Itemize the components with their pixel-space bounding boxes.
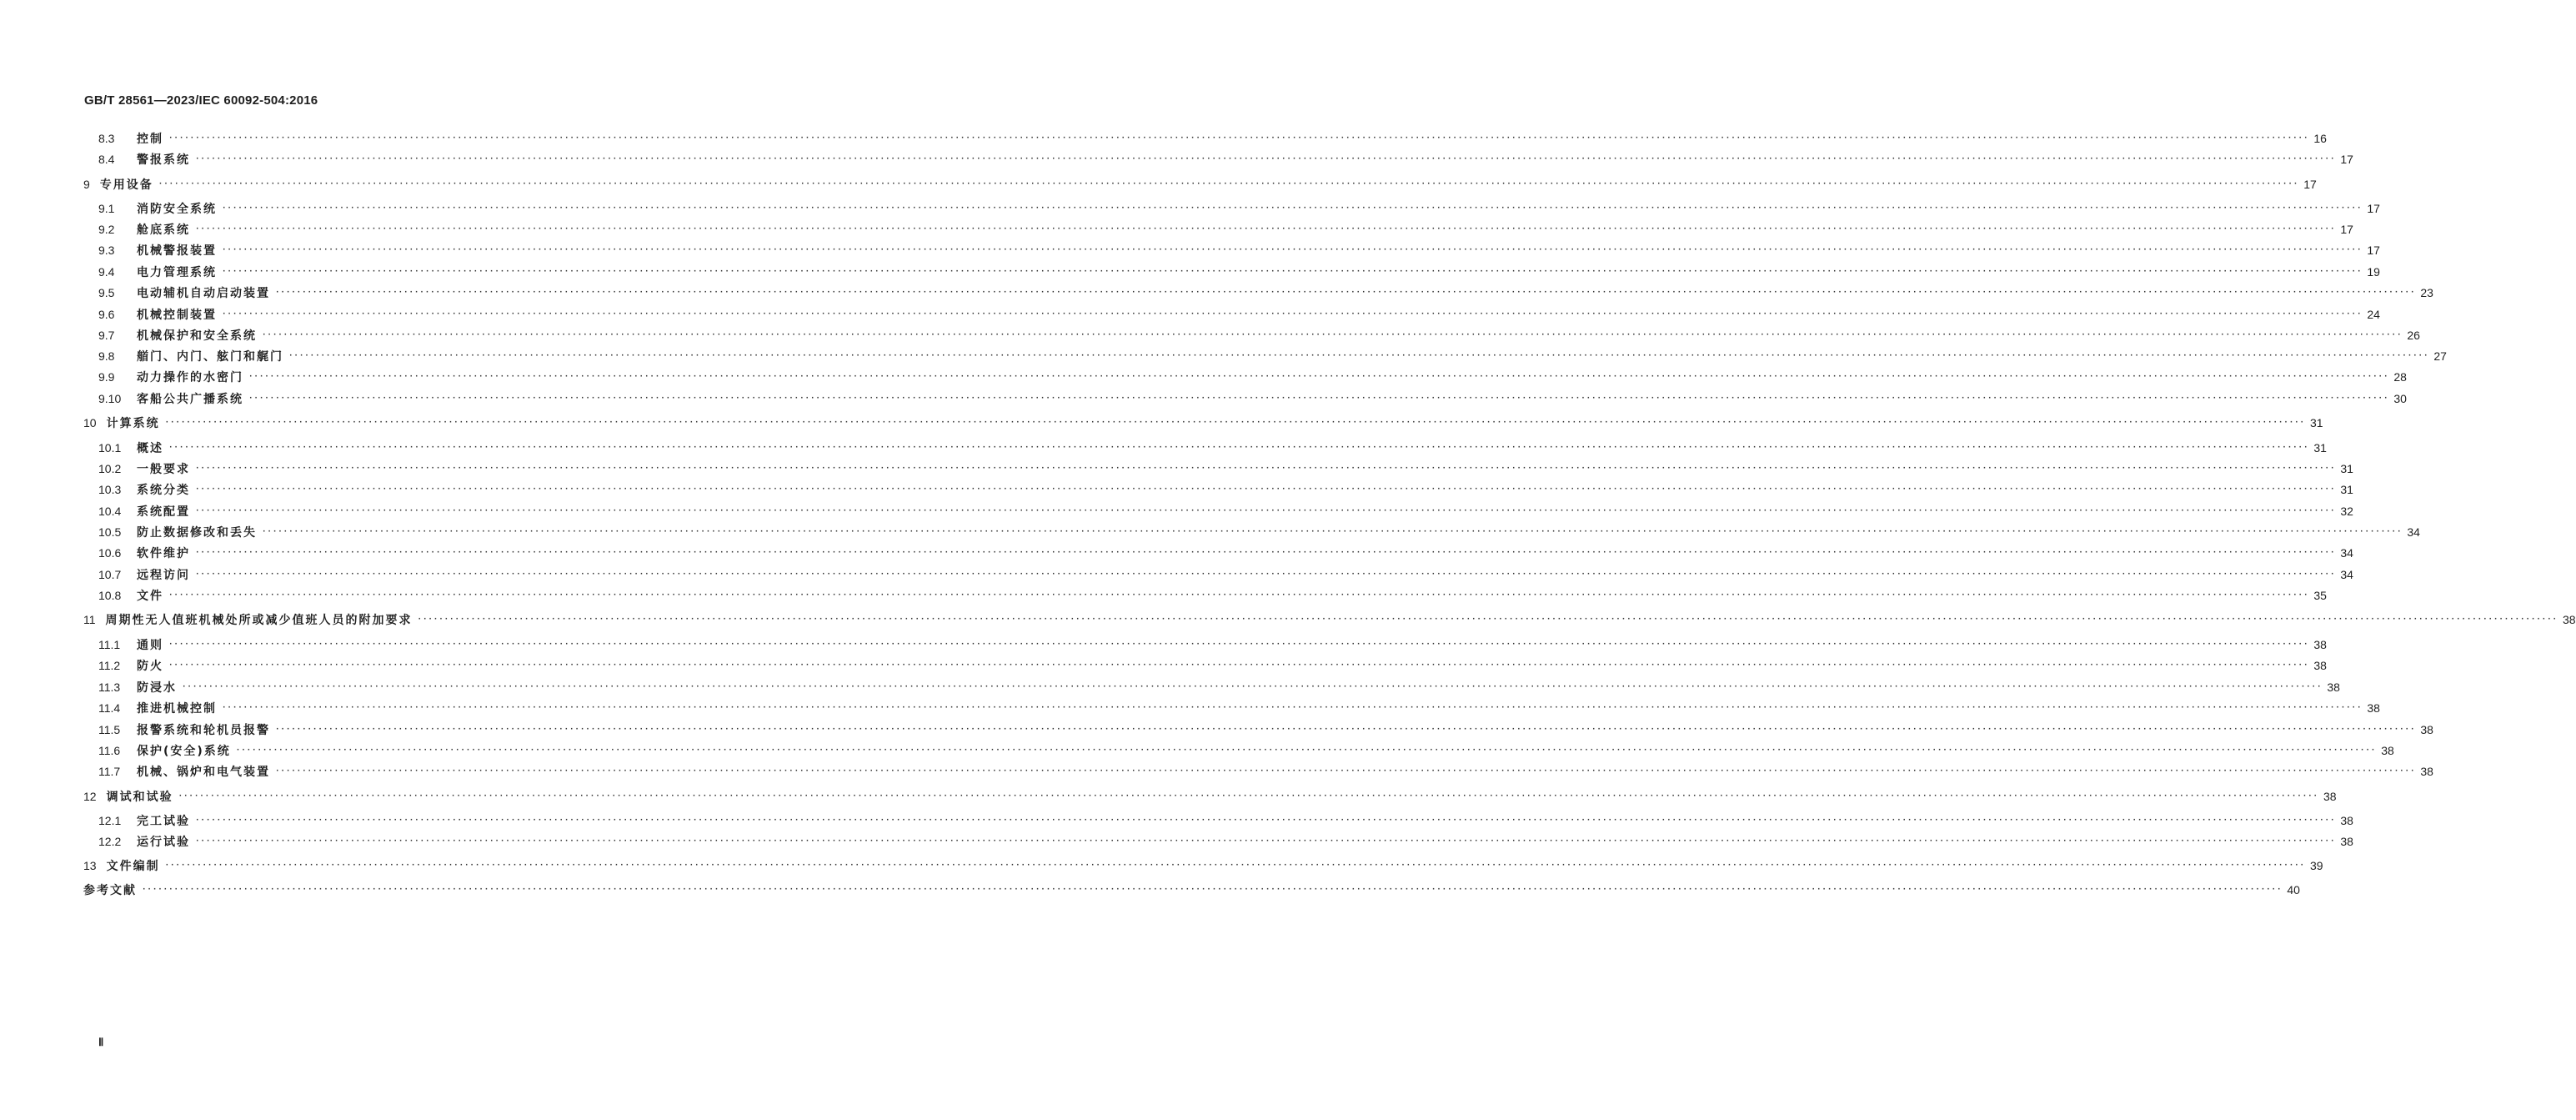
toc-entry-page: 38 — [2327, 681, 2340, 694]
toc-entry-page: 34 — [2407, 525, 2420, 539]
toc-entry[interactable] — [83, 610, 2576, 629]
toc-entry-number: 12.2 — [98, 835, 122, 848]
toc-entry[interactable] — [98, 326, 2420, 344]
toc-entry-page: 17 — [2367, 202, 2380, 215]
toc-entry-title: 系统配置 — [137, 505, 190, 519]
toc-entry-title: 警报系统 — [137, 153, 190, 167]
toc-leader-dots: ················································································································································································································································································································································································································ — [164, 419, 2305, 427]
toc-entry-title: 参考文献 — [83, 884, 137, 897]
toc-leader-dots: ················································································································································································································································································································································································································ — [168, 134, 2309, 143]
toc-entry-page: 34 — [2340, 546, 2353, 560]
toc-leader-dots: ················································································································································································································································································································································································································ — [222, 268, 2363, 276]
toc-entry[interactable] — [98, 389, 2407, 408]
toc-entry-number: 10.7 — [98, 568, 122, 581]
toc-entry-number: 9.9 — [98, 370, 115, 384]
toc-entry-page: 17 — [2340, 223, 2353, 236]
toc-entry-number: 10.6 — [98, 546, 122, 560]
toc-entry-title: 机械保护和安全系统 — [137, 329, 257, 343]
toc-leader-dots: ················································································································································································································································································································································································································ — [168, 444, 2309, 452]
toc-leader-dots: ················································································································································································································································································································································································································ — [142, 886, 2283, 894]
toc-entry-page: 26 — [2407, 329, 2420, 342]
toc-entry-title: 系统分类 — [137, 484, 190, 497]
toc-entry-page: 34 — [2340, 568, 2353, 581]
toc-leader-dots: ················································································································································································································································································································································································································ — [195, 465, 2336, 473]
toc-entry-title: 电力管理系统 — [137, 266, 217, 279]
document-id: GB/T 28561—2023/IEC 60092-504:2016 — [84, 93, 318, 108]
toc-entry-title: 艏门、内门、舷门和艉门 — [137, 350, 283, 364]
toc-entry-title: 防火 — [137, 660, 163, 673]
toc-entry[interactable] — [98, 284, 2433, 302]
toc-entry-number: 11.3 — [98, 681, 121, 694]
toc-entry-number: 10.2 — [98, 462, 122, 475]
toc-entry-title: 机械警报装置 — [137, 244, 217, 258]
toc-entry-title: 完工试验 — [137, 815, 190, 828]
toc-entry-title: 计算系统 — [106, 417, 160, 430]
toc-entry-number: 11.4 — [98, 701, 121, 715]
toc-entry[interactable] — [98, 347, 2447, 365]
toc-leader-dots: ················································································································································································································································································································································································································ — [164, 861, 2305, 870]
toc-entry-number: 11.2 — [98, 659, 121, 672]
toc-entry-number: 10.8 — [98, 589, 122, 602]
toc-leader-dots: ················································································································································································································································································································································································································ — [195, 155, 2336, 163]
toc-entry-page: 31 — [2313, 441, 2327, 455]
toc-entry[interactable] — [98, 241, 2380, 259]
toc-entry-page: 23 — [2420, 286, 2433, 299]
toc-entry-page: 38 — [2313, 638, 2327, 651]
toc-leader-dots: ················································································································································································································································································································································································································ — [262, 528, 2403, 536]
toc-entry-title: 舱底系统 — [137, 223, 190, 237]
page-number: Ⅱ — [98, 1036, 104, 1048]
toc-entry-title: 保护(安全)系统 — [137, 745, 231, 758]
toc-leader-dots: ················································································································································································································································································································································································································ — [262, 331, 2403, 339]
toc-entry-title: 概述 — [137, 442, 163, 455]
toc-entry-number: 10.5 — [98, 525, 122, 539]
toc-entry-number: 9.3 — [98, 244, 115, 257]
toc-leader-dots: ················································································································································································································································································································································································································ — [222, 204, 2363, 213]
toc-entry-number: 9.8 — [98, 349, 115, 363]
toc-entry-title: 电动辅机自动启动装置 — [137, 287, 270, 300]
toc-entry-page: 38 — [2420, 765, 2433, 778]
toc-entry[interactable] — [83, 856, 2323, 875]
toc-entry-page: 16 — [2313, 132, 2327, 145]
toc-entry-number: 10.4 — [98, 505, 122, 518]
toc-entry-title: 控制 — [137, 133, 163, 146]
toc-entry[interactable] — [98, 656, 2327, 675]
toc-entry-title: 防止数据修改和丢失 — [137, 526, 257, 540]
toc-entry-title: 运行试验 — [137, 836, 190, 849]
toc-entry[interactable] — [98, 741, 2394, 760]
toc-leader-dots: ················································································································································································································································································································································································································ — [222, 310, 2363, 319]
toc-entry-title: 文件编制 — [106, 860, 160, 873]
toc-entry-page: 31 — [2309, 416, 2323, 429]
toc-entry-title: 专用设备 — [99, 178, 153, 192]
toc-entry[interactable] — [98, 832, 2353, 851]
toc-entry-page: 19 — [2367, 265, 2380, 279]
toc-entry[interactable] — [98, 635, 2327, 654]
toc-entry-number: 11.1 — [98, 638, 121, 651]
toc-entry-number: 13 — [83, 859, 97, 872]
toc-entry-number: 12 — [83, 790, 97, 803]
toc-entry-number: 8.3 — [98, 132, 115, 145]
toc-entry-number: 9.7 — [98, 329, 115, 342]
toc-entry-title: 调试和试验 — [106, 791, 173, 804]
toc-entry-number: 9 — [83, 178, 90, 191]
toc-leader-dots: ················································································································································································································································································································································································································ — [195, 507, 2336, 515]
toc-entry-page: 32 — [2340, 505, 2353, 518]
toc-leader-dots: ················································································································································································································································································································································································································ — [195, 837, 2336, 846]
toc-entry-page: 30 — [2393, 392, 2407, 405]
toc-entry-number: 9.4 — [98, 265, 115, 279]
toc-entry-number: 11.7 — [98, 765, 121, 778]
toc-leader-dots: ················································································································································································································································································································································································································ — [275, 289, 2416, 297]
toc-entry-page: 39 — [2309, 859, 2323, 872]
toc-entry[interactable] — [83, 881, 2300, 899]
toc-entry-title: 文件 — [137, 590, 163, 603]
toc-entry[interactable] — [98, 150, 2353, 168]
toc-leader-dots: ················································································································································································································································································································································································································ — [182, 683, 2323, 691]
toc-entry-number: 9.10 — [98, 392, 122, 405]
toc-leader-dots: ················································································································································································································································································································································································································ — [195, 549, 2336, 557]
toc-entry-page: 17 — [2340, 153, 2353, 166]
toc-entry[interactable] — [98, 811, 2353, 830]
toc-entry[interactable] — [98, 220, 2353, 239]
toc-entry-number: 10.1 — [98, 441, 122, 455]
toc-entry-page: 38 — [2323, 790, 2337, 803]
toc-entry-title: 动力操作的水密门 — [137, 371, 243, 384]
toc-entry[interactable] — [98, 439, 2327, 457]
toc-leader-dots: ················································································································································································································································································································································································································ — [275, 726, 2416, 734]
toc-entry-number: 12.1 — [98, 814, 122, 827]
toc-entry[interactable] — [98, 263, 2380, 281]
toc-leader-dots: ················································································································································································································································································································································································································ — [168, 591, 2309, 600]
toc-entry[interactable] — [98, 480, 2353, 499]
toc-entry-title: 机械控制装置 — [137, 309, 217, 322]
toc-entry[interactable] — [98, 678, 2340, 696]
toc-leader-dots: ················································································································································································································································································································································································································ — [195, 570, 2336, 579]
toc-entry-page: 38 — [2367, 701, 2380, 715]
toc-entry[interactable] — [98, 460, 2353, 478]
toc-leader-dots: ················································································································································································································································································································································································································ — [195, 485, 2336, 494]
toc-leader-dots: ················································································································································································································································································································································································································ — [168, 640, 2309, 649]
toc-entry-number: 10.3 — [98, 483, 122, 496]
toc-entry-title: 推进机械控制 — [137, 702, 217, 716]
toc-leader-dots: ················································································································································································································································································································································································································ — [178, 792, 2318, 801]
toc-leader-dots: ················································································································································································································································································································································································································ — [195, 816, 2336, 825]
toc-entry-number: 11 — [83, 613, 96, 626]
toc-entry-number: 9.6 — [98, 308, 115, 321]
toc-entry-number: 10 — [83, 416, 97, 429]
toc-entry-title: 一般要求 — [137, 463, 190, 476]
toc-entry-page: 38 — [2340, 835, 2353, 848]
toc-leader-dots: ················································································································································································································································································································································································································ — [275, 767, 2416, 776]
toc-entry-title: 通则 — [137, 639, 163, 652]
toc-entry[interactable] — [98, 305, 2380, 324]
toc-entry[interactable] — [98, 762, 2433, 781]
toc-leader-dots: ················································································································································································································································································································································································································ — [235, 746, 2377, 755]
toc-entry-title: 报警系统和轮机员报警 — [137, 724, 270, 737]
toc-entry[interactable] — [98, 368, 2407, 386]
toc-entry[interactable] — [98, 502, 2353, 520]
toc-entry-title: 远程访问 — [137, 569, 190, 582]
toc-leader-dots: ················································································································································································································································································································································································································ — [195, 225, 2336, 234]
toc-entry-page: 38 — [2313, 659, 2327, 672]
toc-leader-dots: ················································································································································································································································································································································································································ — [288, 352, 2429, 360]
toc-entry-number: 9.1 — [98, 202, 115, 215]
toc-entry-title: 客船公共广播系统 — [137, 393, 243, 406]
toc-entry-number: 11.6 — [98, 744, 121, 757]
toc-entry-page: 31 — [2340, 483, 2353, 496]
toc-entry-page: 35 — [2313, 589, 2327, 602]
toc-entry-page: 38 — [2562, 613, 2576, 626]
toc-entry-title: 软件维护 — [137, 547, 190, 560]
toc-entry-number: 9.5 — [98, 286, 115, 299]
toc-leader-dots: ················································································································································································································································································································································································································ — [158, 180, 2299, 188]
toc-entry[interactable] — [98, 586, 2327, 605]
toc-entry-title: 防浸水 — [137, 681, 177, 695]
toc-entry-title: 机械、锅炉和电气装置 — [137, 766, 270, 779]
toc-entry-title: 消防安全系统 — [137, 203, 217, 216]
toc-entry[interactable] — [98, 544, 2353, 562]
toc-entry[interactable] — [98, 199, 2380, 218]
toc-entry-number: 11.5 — [98, 723, 121, 736]
toc-leader-dots: ················································································································································································································································································································································································································ — [417, 615, 2558, 624]
toc-entry[interactable] — [98, 721, 2433, 739]
toc-entry-page: 38 — [2340, 814, 2353, 827]
toc-entry[interactable] — [98, 129, 2327, 148]
toc-entry-page: 17 — [2367, 244, 2380, 257]
toc-entry-title: 周期性无人值班机械处所或减少值班人员的附加要求 — [105, 614, 413, 627]
toc-entry-page: 38 — [2381, 744, 2394, 757]
toc-entry-page: 38 — [2420, 723, 2433, 736]
toc-entry-page: 24 — [2367, 308, 2380, 321]
toc-leader-dots: ················································································································································································································································································································································································································ — [248, 373, 2389, 381]
toc-leader-dots: ················································································································································································································································································································································································································ — [222, 246, 2363, 254]
toc-entry-page: 17 — [2303, 178, 2317, 191]
toc-entry-number: 8.4 — [98, 153, 115, 166]
toc-leader-dots: ················································································································································································································································································································································································································ — [168, 661, 2309, 670]
toc-entry[interactable] — [83, 414, 2323, 432]
toc-leader-dots: ················································································································································································································································································································································································································ — [248, 394, 2389, 403]
toc-entry-number: 9.2 — [98, 223, 115, 236]
toc-entry-page: 31 — [2340, 462, 2353, 475]
toc-entry[interactable] — [98, 699, 2380, 717]
toc-entry[interactable] — [83, 175, 2317, 193]
toc-entry[interactable] — [98, 523, 2420, 541]
toc-entry[interactable] — [83, 787, 2337, 806]
toc-entry-page: 40 — [2287, 883, 2300, 897]
toc-entry[interactable] — [98, 565, 2353, 584]
toc-entry-page: 27 — [2433, 349, 2447, 363]
toc-entry-page: 28 — [2393, 370, 2407, 384]
toc-leader-dots: ················································································································································································································································································································································································································ — [222, 704, 2363, 712]
